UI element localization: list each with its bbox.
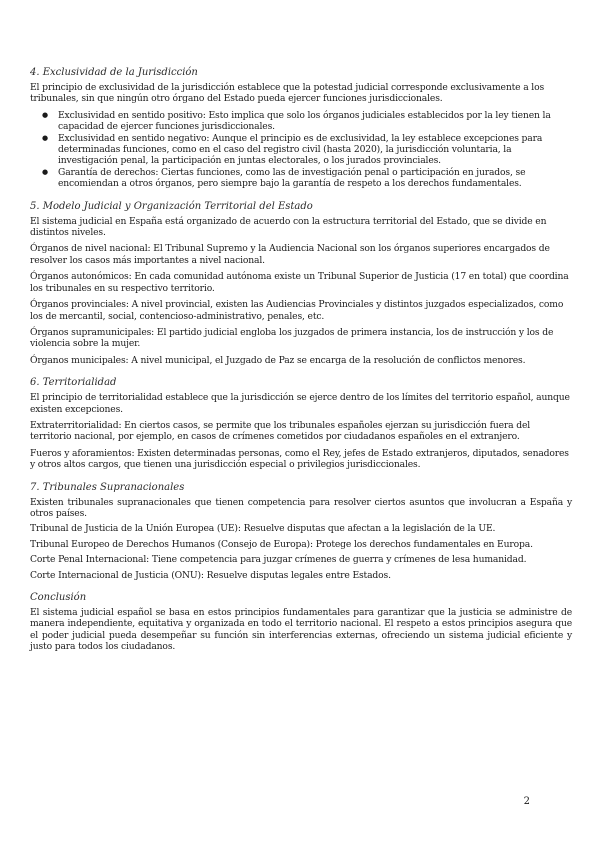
paragraph: El sistema judicial en España está organizado de acuerdo con la estructura territorial del Estado, que se divide en distintos niveles. [30, 215, 547, 239]
paragraph: El sistema judicial español se basa en estos principios fundamentales para garantizar que la justicia se administre de manera independiente, equitativa y organizada en todo el territorio nacional. El respeto a estos principios asegura que el poder judicial pueda desempeñar su función sin interferencias externas, ofreciendo un sistema judicial eficiente y justo para todos los ciudadanos. [30, 607, 572, 653]
paragraph: Existen tribunales supranacionales que tienen competencia para resolver ciertos asuntos que involucran a España y otros países. [30, 496, 572, 519]
section-tribunales-supranacionales [30, 481, 572, 581]
section-heading: 5. Modelo Judicial y Organización Territorial del Estado [30, 200, 313, 212]
bullet-list [30, 110, 572, 190]
section-heading: 7. Tribunales Supranacionales [30, 481, 185, 493]
paragraph: Órganos supramunicipales: El partido judicial engloba los juzgados de primera instancia, los de instrucción y los de violencia sobre la mujer. [30, 326, 554, 350]
section-heading: 6. Territorialidad [30, 377, 117, 389]
paragraph: Órganos autonómicos: En cada comunidad autónoma existe un Tribunal Superior de Justicia (17 en total) que coordina los tribunales en su respectivo territorio. [30, 271, 569, 294]
bullet-item: ● Exclusividad en sentido negativo: Aunque el principio es de exclusividad, la ley establece excepciones para determinadas funciones, como en el caso del registro civil (hasta 2020), la jurisdicción voluntaria, la investigación penal, la participación en juntas electorales, o los jurados provinciales. [58, 133, 572, 167]
paragraph: El principio de territorialidad establece que la jurisdicción se ejerce dentro de los límites del territorio español, aunque existen excepciones. [30, 392, 570, 415]
paragraph: Órganos municipales: A nivel municipal, el Juzgado de Paz se encarga de la resolución de conflictos menores. [30, 354, 526, 366]
section-heading: 4. Exclusividad de la Jurisdicción [30, 67, 198, 78]
section-exclusividad [30, 66, 572, 190]
paragraph: Corte Internacional de Justicia (ONU): Resuelve disputas legales entre Estados. [30, 569, 391, 581]
paragraph: Tribunal Europeo de Derechos Humanos (Consejo de Europa): Protege los derechos fundamentales en Europa. [30, 538, 533, 550]
paragraph: Órganos provinciales: A nivel provincial, existen las Audiencias Provinciales y distintos juzgados especializados, como los de mercantil, social, contencioso-administrativo, penales, etc. [30, 299, 564, 322]
paragraph: Extraterritorialidad: En ciertos casos, se permite que los tribunales españoles ejerzan su jurisdicción fuera del territorio nacional, por ejemplo, en casos de crímenes cometidos por ciudadanos españoles en el extranjero. [30, 419, 531, 443]
section-heading: Conclusión [30, 592, 87, 603]
section-territorialidad [30, 376, 572, 470]
bullet-item: ● Exclusividad en sentido positivo: Esto implica que solo los órganos judiciales establecidos por la ley tienen la capacidad de ejercer funciones jurisdiccionales. [58, 110, 572, 133]
section-modelo-judicial [30, 200, 572, 366]
paragraph: El principio de exclusividad de la jurisdicción establece que la potestad judicial corresponde exclusivamente a los tribunales, sin que ningún otro órgano del Estado pueda ejercer funciones jurisdiccionales. [30, 82, 545, 105]
document-page [30, 66, 572, 663]
paragraph: Corte Penal Internacional: Tiene competencia para juzgar crímenes de guerra y crímenes de lesa humanidad. [30, 554, 527, 566]
bullet-item: ● Garantía de derechos: Ciertas funciones, como las de investigación penal o participación en jurados, se encomiendan a otros órganos, pero siempre bajo la garantía de respeto a los derechos fundamentales. [58, 167, 572, 190]
paragraph: Tribunal de Justicia de la Unión Europea (UE): Resuelve disputas que afectan a la legislación de la UE. [30, 523, 496, 535]
paragraph: Órganos de nivel nacional: El Tribunal Supremo y la Audiencia Nacional son los órganos superiores encargados de resolver los casos más importantes a nivel nacional. [30, 243, 550, 266]
paragraph: Fueros y aforamientos: Existen determinadas personas, como el Rey, jefes de Estado extranjeros, diputados, senadores y otros altos cargos, que tienen una jurisdicción especial o privilegios jurisdiccionales. [30, 447, 569, 471]
page-number: 2 [523, 796, 530, 807]
section-conclusion [30, 591, 572, 653]
